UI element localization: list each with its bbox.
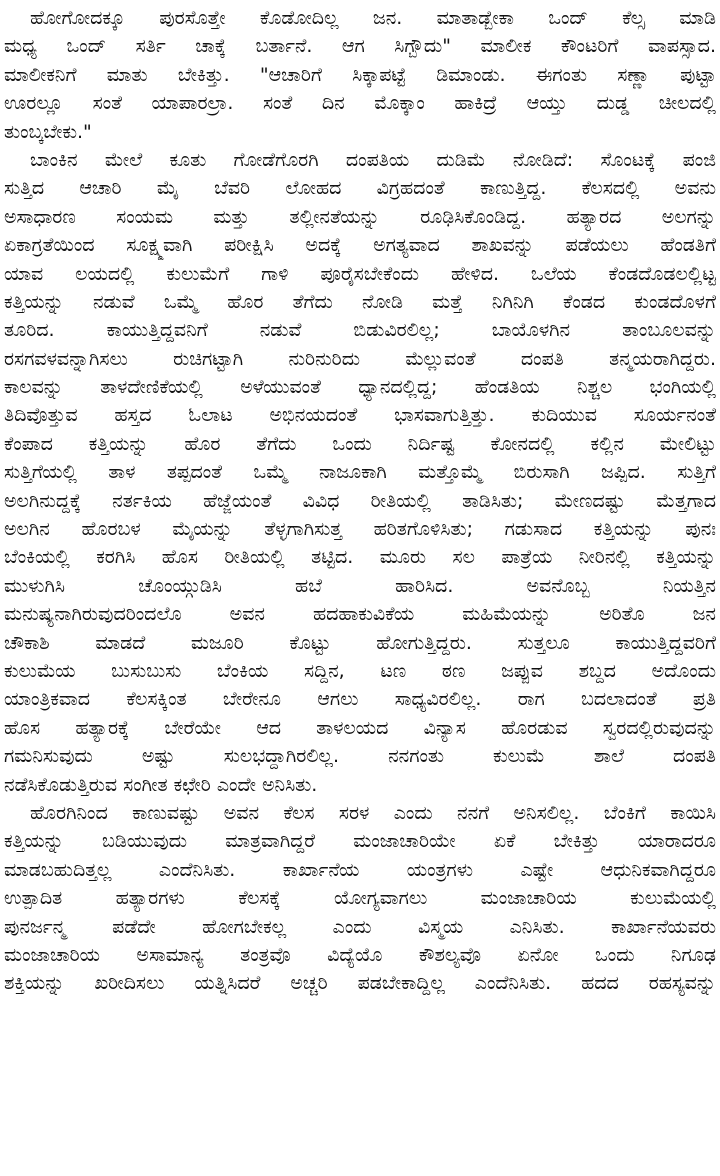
text-line: ಹೊಸ ಹತ್ಯಾರಕ್ಕೆ ಬೇರೆಯೇ ಆದ ತಾಳಲಯದ ವಿನ್ಯಾಸ ಹೊರಡುವ ಸ್ವರದಲ್ಲಿರುವುದನ್ನು [4, 716, 716, 739]
text-line: ಸುತ್ತಿಗೆಯಲ್ಲಿ ತಾಳ ತಪ್ಪದಂತೆ ಒಮ್ಮೆ ನಾಜೂಕಾಗಿ ಮತ್ತೊಮ್ಮೆ ಬಿರುಸಾಗಿ ಜಪ್ಪಿದ. ಸುತ್ತಿಗೆ [4, 461, 716, 484]
text-line: ಮಧ್ಯ ಒಂದ್ ಸರ್ತಿ ಚಾಕ್ಕೆ ಬರ್ತಾನೆ. ಆಗ ಸಿಗ್ಬೌದು" ಮಾಲೀಕ ಕೌಂಟರಿಗೆ ವಾಪಸ್ಸಾದ. [4, 35, 716, 58]
text-line: ಕತ್ತಿಯನ್ನು ನಡುವೆ ಒಮ್ಮೆ ಹೊರ ತೆಗೆದು ನೋಡಿ ಮತ್ತೆ ನಿಗಿನಿಗಿ ಕೆಂಡದ ಕುಂಡದೊಳಗೆ [4, 290, 716, 313]
text-line: ಬಾಂಕಿನ ಮೇಲೆ ಕೂತು ಗೋಡೆಗೊರಗಿ ದಂಪತಿಯ ದುಡಿಮೆ ನೋಡಿದೆ: ಸೊಂಟಕ್ಕೆ ಪಂಜಿ [30, 148, 716, 171]
text-line: ಉತ್ಪಾದಿತ ಹತ್ಯಾರಗಳು ಕೆಲಸಕ್ಕೆ ಯೋಗ್ಯವಾಗಲು ಮಂಜಾಚಾರಿಯ ಕುಲುಮೆಯಲ್ಲಿ [4, 887, 716, 910]
text-line: ಕತ್ತಿಯನ್ನು ಬಡಿಯುವುದು ಮಾತ್ರವಾಗಿದ್ದರೆ ಮಂಜಾಚಾರಿಯೇ ಏಕೆ ಬೇಕಿತ್ತು ಯಾರಾದರೂ [4, 830, 716, 853]
text-line: ತಿದಿವೊತ್ತುವ ಹಸ್ತದ ಓಲಾಟ ಅಭಿನಯದಂತೆ ಭಾಸವಾಗುತ್ತಿತ್ತು. ಕುದಿಯುವ ಸೂರ್ಯನಂತೆ [4, 404, 716, 427]
text-line: ಅಲಗಿನ ಹೊರಬಳ ಮೈಯನ್ನು ತೆಳ್ಳಗಾಗಿಸುತ್ತ ಹರಿತಗೊಳಿಸಿತು; ಗಡುಸಾದ ಕತ್ತಿಯನ್ನು ಪುನಃ [4, 518, 716, 541]
text-line: ಏಕಾಗ್ರತೆಯಿಂದ ಸೂಕ್ಷ್ಮವಾಗಿ ಪರೀಕ್ಷಿಸಿ ಅದಕ್ಕೆ ಅಗತ್ಯವಾದ ಶಾಖವನ್ನು ಪಡೆಯಲು ಹೆಂಡತಿಗೆ [4, 234, 716, 257]
text-line: ಯಾವ ಲಯದಲ್ಲಿ ಕುಲುಮೆಗೆ ಗಾಳಿ ಪೂರೈಸಬೇಕೆಂದು ಹೇಳಿದ. ಒಲೆಯ ಕೆಂಡದೊಡಲಲ್ಲಿಟ್ಟ [4, 262, 716, 285]
text-line: ಕೆಂಪಾದ ಕತ್ತಿಯನ್ನು ಹೊರ ತೆಗೆದು ಒಂದು ನಿರ್ದಿಷ್ಟ ಕೋನದಲ್ಲಿ ಕಲ್ಲಿನ ಮೇಲಿಟ್ಟು [4, 432, 716, 455]
paragraph-3 [4, 799, 716, 998]
text-line: ಮಾಡಬಹುದಿತ್ತಲ್ಲ ಎಂದೆನಿಸಿತು. ಕಾರ್ಖಾನೆಯ ಯಂತ್ರಗಳು ಎಷ್ಟೇ ಆಧುನಿಕವಾಗಿದ್ದರೂ [4, 858, 716, 881]
paragraph-2 [4, 146, 716, 799]
text-line: ನಡೆಸಿಕೊಡುತ್ತಿರುವ ಸಂಗೀತ ಕಛೇರಿ ಎಂದೇ ಅನಿಸಿತು. [4, 773, 318, 796]
text-line: ಹೊರಗಿನಿಂದ ಕಾಣುವಷ್ಟು ಅವನ ಕೆಲಸ ಸರಳ ಎಂದು ನನಗೆ ಅನಿಸಲಿಲ್ಲ. ಬೆಂಕಿಗೆ ಕಾಯಿಸಿ [30, 801, 716, 824]
text-line: ಬೆಂಕಿಯಲ್ಲಿ ಕರಗಿಸಿ ಹೊಸ ರೀತಿಯಲ್ಲಿ ತಟ್ಟಿದ. ಮೂರು ಸಲ ಪಾತ್ರೆಯ ನೀರಿನಲ್ಲಿ ಕತ್ತಿಯನ್ನು [4, 546, 716, 569]
text-line: ಯಾಂತ್ರಿಕವಾದ ಕೆಲಸಕ್ಕಿಂತ ಬೇರೇನೂ ಆಗಲು ಸಾಧ್ಯವಿರಲಿಲ್ಲ. ರಾಗ ಬದಲಾದಂತೆ ಪ್ರತಿ [4, 688, 716, 711]
text-line: ಶಕ್ತಿಯನ್ನು ಖರೀದಿಸಲು ಯತ್ನಿಸಿದರೆ ಅಚ್ಚರಿ ಪಡಬೇಕಾದ್ದಿಲ್ಲ ಎಂದೆನಿಸಿತು. ಹದದ ರಹಸ್ಯವನ್ನು [4, 972, 716, 995]
text-line: ಮನುಷ್ಯನಾಗಿರುವುದರಿಂದಲೊ ಅವನ ಹದಹಾಕುವಿಕೆಯ ಮಹಿಮೆಯನ್ನು ಅರಿತೊ ಜನ [4, 603, 716, 626]
text-line: ಮುಳುಗಿಸಿ ಚೊಂಯ್ಗುಡಿಸಿ ಹಬೆ ಹಾರಿಸಿದ. ಅವನೊಬ್ಬ ನಿಯತ್ತಿನ [4, 574, 716, 597]
text-line: ಕುಲುಮೆಯ ಬುಸುಬುಸು ಬೆಂಕಿಯ ಸದ್ದಿನ, ಟಣ ಠಣ ಜಪ್ಪುವ ಶಬ್ದದ ಅದೊಂದು [4, 659, 716, 682]
paragraph-1 [4, 4, 716, 146]
text-line: ಚೌಕಾಶಿ ಮಾಡದೆ ಮಜೂರಿ ಕೊಟ್ಟು ಹೋಗುತ್ತಿದ್ದರು. ಸುತ್ತಲೂ ಕಾಯುತ್ತಿದ್ದವರಿಗೆ [4, 631, 716, 654]
text-line: ತುಂಬ್ಕಬೇಕು." [4, 120, 92, 143]
text-line: ಅಲಗಿನುದ್ದಕ್ಕೆ ನರ್ತಕಿಯ ಹೆಜ್ಜೆಯಂತೆ ವಿವಿಧ ರೀತಿಯಲ್ಲಿ ತಾಡಿಸಿತು; ಮೇಣದಷ್ಟು ಮೆತ್ತಗಾದ [4, 489, 716, 512]
text-line: ರಸಗವಳವನ್ನಾಗಿಸಲು ರುಚಿಗಟ್ಟಾಗಿ ನುರಿನುರಿದು ಮೆಲ್ಲುವಂತೆ ದಂಪತಿ ತನ್ಮಯರಾಗಿದ್ದರು. [4, 347, 716, 370]
text-line: ಮಾಲೀಕನಿಗೆ ಮಾತು ಬೇಕಿತ್ತು. "ಆಚಾರಿಗೆ ಸಿಕ್ಕಾಪಟ್ಟೆ ಡಿಮಾಂಡು. ಈಗಂತು ಸಣ್ಣಾ ಪುಟ್ಟಾ [4, 63, 716, 86]
text-line: ತೂರಿದ. ಕಾಯುತ್ತಿದ್ದವನಿಗೆ ನಡುವೆ ಬಿಡುವಿರಲಿಲ್ಲ; ಬಾಯೊಳಗಿನ ತಾಂಬೂಲವನ್ನು [4, 319, 716, 342]
text-line: ಪುನರ್ಜನ್ಮ ಪಡೆದೇ ಹೋಗಬೇಕಲ್ಲ ಎಂದು ವಿಸ್ಮಯ ಎನಿಸಿತು. ಕಾರ್ಖಾನೆಯವರು [4, 915, 716, 938]
text-line: ಗಮನಿಸುವುದು ಅಷ್ಟು ಸುಲಭದ್ದಾಗಿರಲಿಲ್ಲ. ನನಗಂತು ಕುಲುಮೆ ಶಾಲೆ ದಂಪತಿ [4, 745, 716, 768]
text-line: ಹೋಗೋದಕ್ಕೂ ಪುರಸೊತ್ತೇ ಕೊಡೋದಿಲ್ಲ ಜನ. ಮಾತಾಡ್ಬೇಕಾ ಒಂದ್ ಕೆಲ್ಸ ಮಾಡಿ [30, 7, 716, 29]
text-line: ಊರಲ್ಲೂ ಸಂತೆ ಯಾಪಾರಲ್ರಾ. ಸಂತೆ ದಿನ ಮೊಕ್ಕಾಂ ಹಾಕಿದ್ರೆ ಆಯ್ತು ದುಡ್ಡ ಚೀಲದಲ್ಲಿ [4, 92, 716, 115]
text-line: ಕಾಲವನ್ನು ತಾಳದೇಣಿಕೆಯಲ್ಲಿ ಅಳೆಯುವಂತೆ ಧ್ಯಾನದಲ್ಲಿದ್ದ; ಹೆಂಡತಿಯ ನಿಶ್ಚಲ ಭಂಗಿಯಲ್ಲಿ [4, 376, 716, 399]
text-line: ಸುತ್ತಿದ ಆಚಾರಿ ಮೈ ಬೆವರಿ ಲೋಹದ ವಿಗ್ರಹದಂತೆ ಕಾಣುತ್ತಿದ್ದ. ಕೆಲಸದಲ್ಲಿ ಅವನು [4, 177, 716, 200]
text-line: ಅಸಾಧಾರಣ ಸಂಯಮ ಮತ್ತು ತಲ್ಲೀನತೆಯನ್ನು ರೂಢಿಸಿಕೊಂಡಿದ್ದ. ಹತ್ಯಾರದ ಅಲಗನ್ನು [4, 205, 716, 228]
text-line: ಮಂಜಾಚಾರಿಯ ಅಸಾಮಾನ್ಯ ತಂತ್ರವೊ ವಿದ್ಯೆಯೊ ಕೌಶಲ್ಯವೊ ಏನೋ ಒಂದು ನಿಗೂಢ [4, 943, 716, 966]
